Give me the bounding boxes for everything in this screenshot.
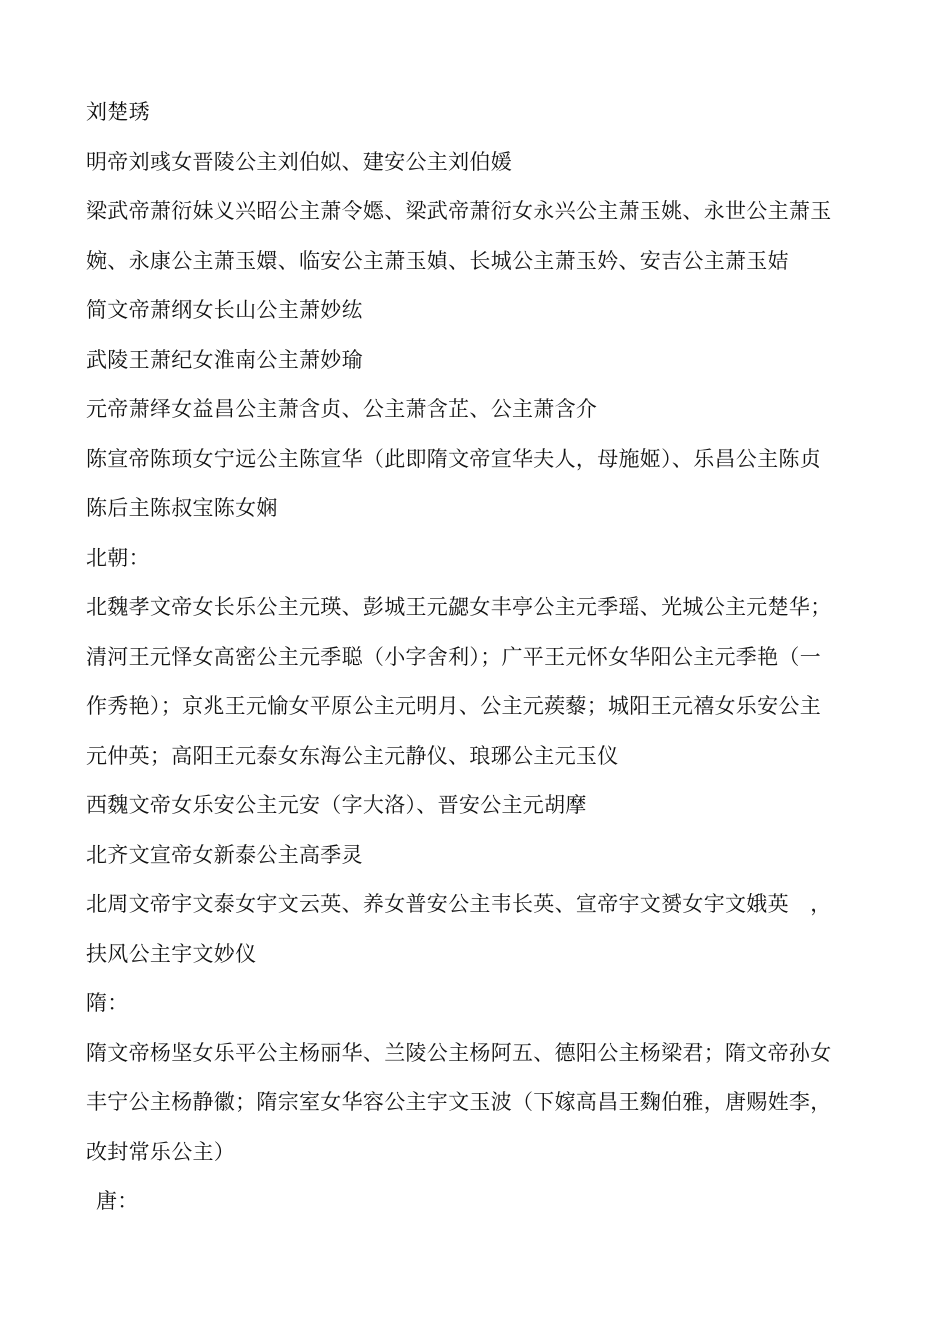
text-line: 元帝萧绎女益昌公主萧含贞、公主萧含芷、公主萧含介 [86,397,598,421]
section-heading-northern-dynasties: 北朝： [86,545,150,570]
text-line: 北齐文宣帝女新泰公主高季灵 [86,842,363,867]
text-line: 隋文帝杨坚女乐平公主杨丽华、兰陵公主杨阿五、德阳公主杨梁君；隋文帝孙女 [86,1040,832,1065]
text-line: 明帝刘彧女晋陵公主刘伯姒、建安公主刘伯媛 [86,149,512,174]
text-line: 丰宁公主杨静徽；隋宗室女华容公主宇文玉波（下嫁高昌王麴伯雅，唐赐姓李， [86,1090,832,1114]
text-line: 简文帝萧纲女长山公主萧妙纮 [86,298,363,322]
text-line: 武陵王萧纪女淮南公主萧妙瑜 [86,347,363,372]
text-line: 陈后主陈叔宝陈女娴 [86,496,278,520]
section-heading-tang: 唐： [96,1189,139,1213]
text-line: 北周文帝宇文泰女宇文云英、养女普安公主韦长英、宣帝宇文赟女宇文娥英 ， [86,892,832,916]
text-line: 改封常乐公主） [86,1139,236,1164]
text-line: 西魏文帝女乐安公主元安（字大洛）、晋安公主元胡摩 [86,793,587,817]
text-line: 陈宣帝陈顼女宁远公主陈宣华（此即隋文帝宣华夫人，母施姬）、乐昌公主陈贞 [86,446,821,471]
text-line: 梁武帝萧衍妹义兴昭公主萧令嫕、梁武帝萧衍女永兴公主萧玉姚、永世公主萧玉 [86,199,832,223]
text-line: 作秀艳）；京兆王元愉女平原公主元明月、公主元蒺藜；城阳王元禧女乐安公主 [86,694,821,718]
text-line: 元仲英；高阳王元泰女东海公主元静仪、琅琊公主元玉仪 [86,743,619,768]
text-line: 婉、永康公主萧玉嬛、临安公主萧玉媜、长城公主萧玉妗、安吉公主萧玉姞 [86,248,789,273]
document-body [86,88,876,1227]
text-line: 刘楚琇 [86,100,150,124]
text-line: 清河王元怿女高密公主元季聪（小字舍利）；广平王元怀女华阳公主元季艳（一 [86,644,821,669]
section-heading-sui: 隋： [86,991,129,1015]
text-line: 北魏孝文帝女长乐公主元瑛、彭城王元勰女丰亭公主元季瑶、光城公主元楚华； [86,595,832,619]
text-line: 扶风公主宇文妙仪 [86,941,257,966]
